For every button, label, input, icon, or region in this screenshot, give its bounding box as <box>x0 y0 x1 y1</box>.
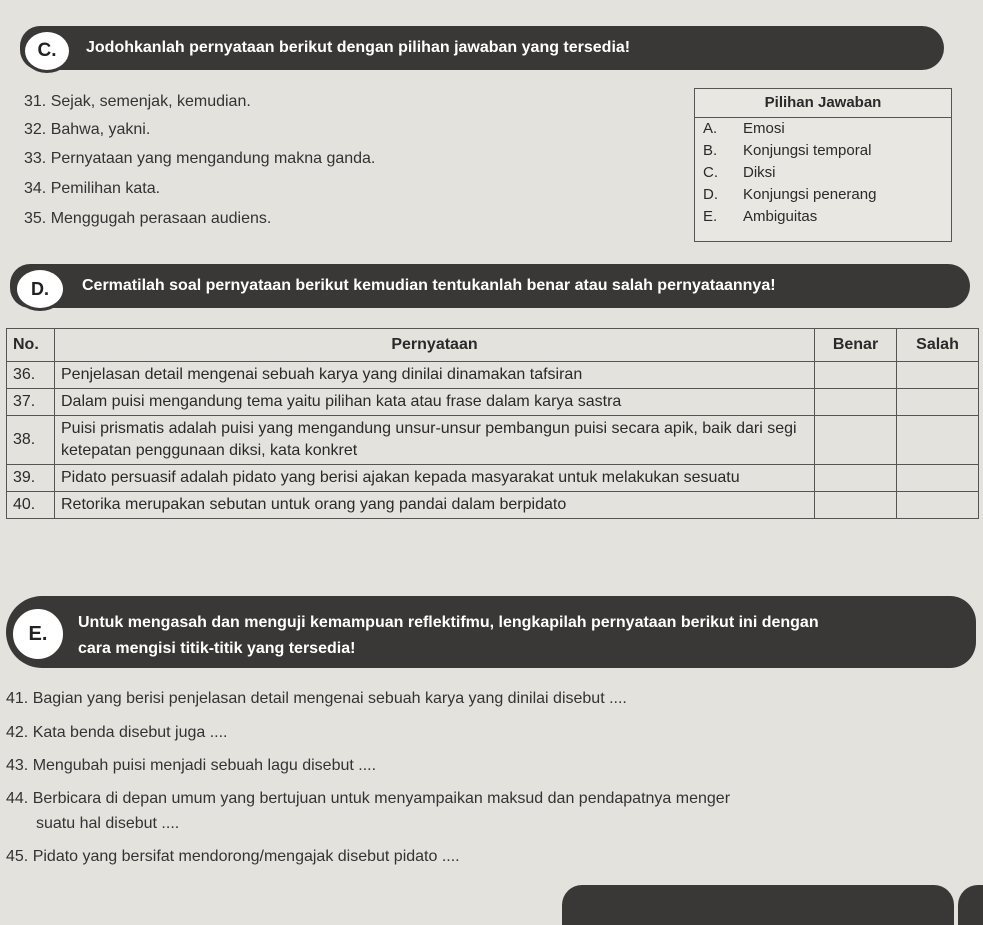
true-false-table <box>6 328 979 519</box>
question-41: 41. Bagian yang berisi penjelasan detail mengenai sebuah karya yang dinilai disebut .... <box>6 690 627 707</box>
row-statement: Penjelasan detail mengenai sebuah karya yang dinilai dinamakan tafsiran <box>55 362 815 389</box>
row-number: 40. <box>7 492 55 519</box>
answer-option-a: A. Emosi <box>703 120 785 137</box>
section-e-badge: E. <box>10 606 66 662</box>
table-row <box>7 389 979 416</box>
section-e-banner <box>6 596 976 668</box>
true-answer-cell[interactable] <box>815 362 897 389</box>
header-no: No. <box>7 329 55 362</box>
answer-choices-title: Pilihan Jawaban <box>695 89 951 118</box>
answer-option-b: B. Konjungsi temporal <box>703 142 872 159</box>
row-number: 36. <box>7 362 55 389</box>
row-statement: Dalam puisi mengandung tema yaitu pilihan kata atau frase dalam karya sastra <box>55 389 815 416</box>
table-header-row <box>7 329 979 362</box>
true-answer-cell[interactable] <box>815 492 897 519</box>
table-row <box>7 465 979 492</box>
false-answer-cell[interactable] <box>897 416 979 465</box>
table-row <box>7 362 979 389</box>
question-44: 44. Berbicara di depan umum yang bertujuan untuk menyampaikan maksud dan pendapatnya menger <box>6 790 731 807</box>
table-row <box>7 492 979 519</box>
question-33: 33. Pernyataan yang mengandung makna ganda. <box>24 150 376 167</box>
answer-choices-box <box>694 88 952 242</box>
answer-option-e: E. Ambiguitas <box>703 208 818 225</box>
section-e-title-line2: cara mengisi titik-titik yang tersedia! <box>78 640 356 657</box>
false-answer-cell[interactable] <box>897 389 979 416</box>
false-answer-cell[interactable] <box>897 465 979 492</box>
table-row <box>7 416 979 465</box>
true-answer-cell[interactable] <box>815 416 897 465</box>
row-statement: Retorika merupakan sebutan untuk orang yang pandai dalam berpidato <box>55 492 815 519</box>
header-statement: Pernyataan <box>55 329 815 362</box>
section-c-badge: C. <box>22 29 72 73</box>
section-c-banner <box>20 26 944 70</box>
row-statement: Puisi prismatis adalah puisi yang mengandung unsur-unsur pembangun puisi secara apik, baik dari segi ketepatan penggunaan diksi, kata konkret <box>55 416 815 465</box>
row-number: 38. <box>7 416 55 465</box>
footer-page-tab <box>958 885 983 925</box>
question-31: 31. Sejak, semenjak, kemudian. <box>24 93 251 110</box>
question-43: 43. Mengubah puisi menjadi sebuah lagu disebut .... <box>6 757 377 774</box>
answer-option-c: C. Diksi <box>703 164 776 181</box>
header-true: Benar <box>815 329 897 362</box>
row-number: 39. <box>7 465 55 492</box>
section-e-title-line1: Untuk mengasah dan menguji kemampuan reflektifmu, lengkapilah pernyataan berikut ini dengan <box>78 614 819 631</box>
question-35: 35. Menggugah perasaan audiens. <box>24 210 272 227</box>
section-d-badge: D. <box>14 267 66 311</box>
row-number: 37. <box>7 389 55 416</box>
footer-tab <box>562 885 954 925</box>
false-answer-cell[interactable] <box>897 492 979 519</box>
question-42: 42. Kata benda disebut juga .... <box>6 724 228 741</box>
question-32: 32. Bahwa, yakni. <box>24 121 151 138</box>
true-answer-cell[interactable] <box>815 389 897 416</box>
answer-option-d: D. Konjungsi penerang <box>703 186 877 203</box>
question-45: 45. Pidato yang bersifat mendorong/mengajak disebut pidato .... <box>6 848 460 865</box>
row-statement: Pidato persuasif adalah pidato yang berisi ajakan kepada masyarakat untuk melakukan sesuatu <box>55 465 815 492</box>
section-d-title: Cermatilah soal pernyataan berikut kemudian tentukanlah benar atau salah pernyataannya! <box>82 277 776 294</box>
question-34: 34. Pemilihan kata. <box>24 180 161 197</box>
section-c-title: Jodohkanlah pernyataan berikut dengan pilihan jawaban yang tersedia! <box>86 39 631 56</box>
question-44-continuation: suatu hal disebut .... <box>36 815 180 832</box>
section-d-banner <box>10 264 970 308</box>
false-answer-cell[interactable] <box>897 362 979 389</box>
header-false: Salah <box>897 329 979 362</box>
true-answer-cell[interactable] <box>815 465 897 492</box>
